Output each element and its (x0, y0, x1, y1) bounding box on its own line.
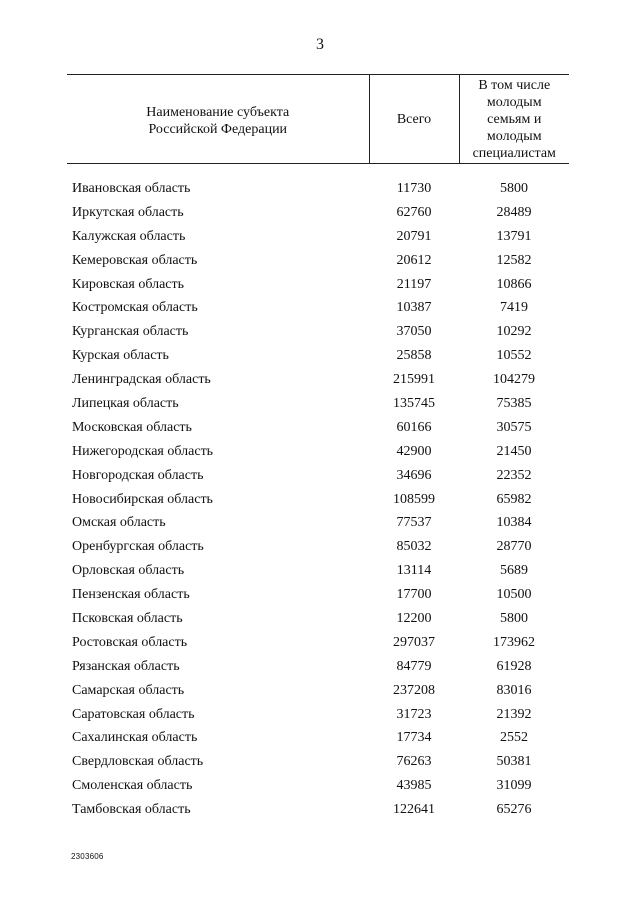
subject-name-cell: Свердловская область (72, 754, 204, 770)
total-cell: 34696 (396, 467, 432, 483)
total-cell: 108599 (393, 491, 435, 507)
young-families-cell: 21450 (496, 443, 532, 459)
table-row (67, 488, 569, 512)
total-cell: 25858 (396, 348, 432, 364)
total-cell: 12200 (396, 610, 432, 626)
young-families-cell: 28770 (496, 539, 532, 555)
table-row (67, 726, 569, 750)
total-cell: 85032 (396, 539, 432, 555)
header-total: Всего (369, 75, 459, 164)
table-header (67, 75, 569, 164)
table-row (67, 679, 569, 703)
young-families-cell: 13791 (496, 228, 532, 244)
table-row (67, 416, 569, 440)
subject-name-cell: Новгородская область (72, 467, 204, 483)
young-families-cell: 65982 (496, 491, 532, 507)
table-row (67, 607, 569, 631)
subject-name-cell: Псковская область (72, 610, 183, 626)
subject-name-cell: Ивановская область (72, 180, 191, 196)
total-cell: 84779 (396, 658, 432, 674)
table-row (67, 320, 569, 344)
subjects-table (67, 74, 569, 822)
table-row (67, 798, 569, 822)
table-row (67, 273, 569, 297)
total-cell: 20791 (396, 228, 432, 244)
young-families-cell: 7419 (500, 300, 528, 316)
subject-name-cell: Орловская область (72, 563, 185, 579)
total-cell: 10387 (396, 300, 432, 316)
header-subject-name-line1: Наименование субъекта (146, 105, 290, 120)
young-families-cell: 10866 (496, 276, 532, 292)
young-families-cell: 50381 (496, 754, 532, 770)
young-families-cell: 31099 (496, 778, 532, 794)
young-families-cell: 30575 (496, 419, 532, 435)
table-row (67, 535, 569, 559)
header-young-families (459, 75, 569, 164)
total-cell: 62760 (396, 204, 432, 220)
subject-name-cell: Ленинградская область (72, 372, 211, 388)
young-families-cell: 65276 (496, 802, 532, 818)
table-row (67, 655, 569, 679)
total-cell: 297037 (393, 634, 435, 650)
total-cell: 76263 (396, 754, 432, 770)
table-row (67, 249, 569, 273)
table-row (67, 440, 569, 464)
subject-name-cell: Пензенская область (72, 587, 190, 603)
subject-name-cell: Московская область (72, 419, 192, 435)
table-row (67, 511, 569, 535)
total-cell: 122641 (393, 802, 435, 818)
header-young-line: В том числе (478, 77, 551, 93)
subject-name-cell: Курская область (72, 348, 169, 364)
subject-name-cell: Тамбовская область (72, 802, 191, 818)
young-families-cell: 22352 (496, 467, 532, 483)
subject-name-cell: Смоленская область (72, 778, 193, 794)
page-number: 3 (316, 36, 324, 53)
table-row (67, 583, 569, 607)
total-cell: 77537 (396, 515, 432, 531)
subjects-table-container (67, 74, 569, 822)
total-cell: 17700 (396, 587, 432, 603)
table-row (67, 559, 569, 583)
subject-name-cell: Саратовская область (72, 706, 195, 722)
young-families-cell: 28489 (496, 204, 532, 220)
header-young-line: молодым (486, 94, 542, 110)
subject-name-cell: Кемеровская область (72, 252, 198, 268)
header-young-line: молодым (486, 128, 542, 144)
young-families-cell: 10552 (496, 348, 532, 364)
young-families-cell: 83016 (496, 682, 532, 698)
young-families-cell: 173962 (493, 634, 535, 650)
table-body (67, 177, 569, 822)
young-families-cell: 61928 (496, 658, 532, 674)
total-cell: 43985 (396, 778, 432, 794)
young-families-cell: 5800 (500, 180, 528, 196)
table-row (67, 225, 569, 249)
table-row (67, 296, 569, 320)
total-cell: 31723 (396, 706, 432, 722)
total-cell: 135745 (393, 395, 435, 411)
table-row (67, 631, 569, 655)
document-code: 2303606 (71, 852, 104, 861)
young-families-cell: 104279 (493, 372, 535, 388)
table-row (67, 177, 569, 201)
young-families-cell: 5689 (500, 563, 528, 579)
subject-name-cell: Калужская область (72, 228, 186, 244)
young-families-cell: 10292 (496, 324, 532, 340)
table-row (67, 464, 569, 488)
total-cell: 215991 (393, 372, 435, 388)
subject-name-cell: Нижегородская область (72, 443, 214, 459)
total-cell: 11730 (396, 180, 432, 196)
young-families-cell: 12582 (496, 252, 532, 268)
subject-name-cell: Рязанская область (72, 658, 180, 674)
total-cell: 20612 (396, 252, 432, 268)
subject-name-cell: Костромская область (72, 300, 198, 316)
total-cell: 237208 (393, 682, 435, 698)
subject-name-cell: Самарская область (72, 682, 185, 698)
header-young-line: специалистам (472, 145, 556, 161)
header-subject-name (67, 75, 369, 164)
header-young-line: семьям и (487, 111, 542, 127)
total-cell: 60166 (396, 419, 432, 435)
table-row (67, 774, 569, 798)
table-row (67, 201, 569, 225)
young-families-cell: 10384 (496, 515, 532, 531)
young-families-cell: 75385 (496, 395, 532, 411)
subject-name-cell: Липецкая область (72, 395, 179, 411)
subject-name-cell: Иркутская область (72, 204, 184, 220)
young-families-cell: 21392 (496, 706, 532, 722)
table-row (67, 392, 569, 416)
subject-name-cell: Омская область (72, 515, 166, 531)
subject-name-cell: Сахалинская область (72, 730, 198, 746)
total-cell: 42900 (396, 443, 432, 459)
table-row (67, 703, 569, 727)
subject-name-cell: Кировская область (72, 276, 185, 292)
young-families-cell: 10500 (496, 587, 532, 603)
table-row (67, 368, 569, 392)
total-cell: 13114 (396, 563, 432, 579)
subject-name-cell: Оренбургская область (72, 539, 204, 555)
young-families-cell: 2552 (500, 730, 528, 746)
young-families-cell: 5800 (500, 610, 528, 626)
header-subject-name-line2: Российской Федерации (148, 122, 288, 137)
total-cell: 17734 (396, 730, 432, 746)
total-cell: 37050 (396, 324, 432, 340)
table-row (67, 344, 569, 368)
subject-name-cell: Курганская область (72, 324, 189, 340)
total-cell: 21197 (396, 276, 432, 292)
subject-name-cell: Ростовская область (72, 634, 188, 650)
subject-name-cell: Новосибирская область (72, 491, 213, 507)
table-row (67, 750, 569, 774)
